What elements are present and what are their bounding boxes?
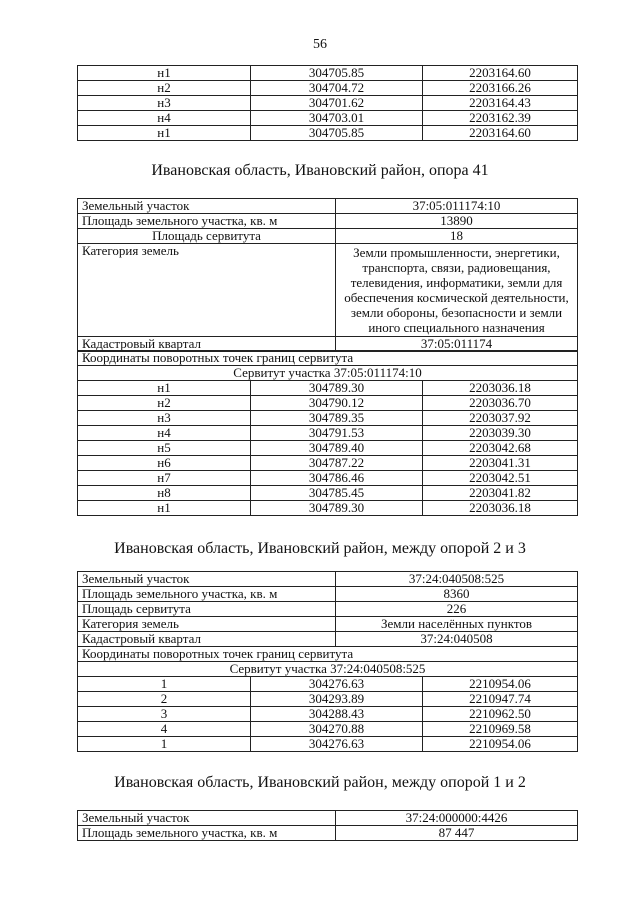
label: Категория земель bbox=[78, 617, 336, 632]
table-row bbox=[78, 501, 578, 516]
label: Площадь сервитута bbox=[78, 602, 336, 617]
y-coordinate: 2210954.06 bbox=[423, 737, 578, 752]
section-title-support-41: Ивановская область, Ивановский район, опора 41 bbox=[151, 162, 489, 179]
table-row bbox=[78, 426, 578, 441]
row-plot-area bbox=[78, 214, 578, 229]
table-row bbox=[78, 441, 578, 456]
x-coordinate: 304701.62 bbox=[251, 96, 423, 111]
table-row bbox=[78, 81, 578, 96]
table-row bbox=[78, 677, 578, 692]
coordinates-table-2 bbox=[77, 646, 578, 752]
coords-header: Координаты поворотных точек границ сервитута bbox=[78, 351, 578, 366]
y-coordinate: 2203037.92 bbox=[423, 411, 578, 426]
x-coordinate: 304789.30 bbox=[251, 501, 423, 516]
label: Категория земель bbox=[78, 244, 336, 337]
x-coordinate: 304704.72 bbox=[251, 81, 423, 96]
table-row bbox=[78, 722, 578, 737]
label: Земельный участок bbox=[78, 811, 336, 826]
label: Земельный участок bbox=[78, 199, 336, 214]
y-coordinate: 2210954.06 bbox=[423, 677, 578, 692]
point-name: 4 bbox=[78, 722, 251, 737]
x-coordinate: 304787.22 bbox=[251, 456, 423, 471]
y-coordinate: 2203036.70 bbox=[423, 396, 578, 411]
table-row bbox=[78, 692, 578, 707]
point-name: н4 bbox=[78, 426, 251, 441]
table-row bbox=[78, 471, 578, 486]
table-row bbox=[78, 66, 578, 81]
x-coordinate: 304276.63 bbox=[251, 677, 423, 692]
x-coordinate: 304790.12 bbox=[251, 396, 423, 411]
x-coordinate: 304785.45 bbox=[251, 486, 423, 501]
x-coordinate: 304789.35 bbox=[251, 411, 423, 426]
y-coordinate: 2203164.60 bbox=[423, 66, 578, 81]
point-name: н1 bbox=[78, 66, 251, 81]
x-coordinate: 304786.46 bbox=[251, 471, 423, 486]
x-coordinate: 304270.88 bbox=[251, 722, 423, 737]
coordinates-table-1 bbox=[77, 350, 578, 516]
table-row bbox=[78, 486, 578, 501]
x-coordinate: 304703.01 bbox=[251, 111, 423, 126]
x-coordinate: 304705.85 bbox=[251, 126, 423, 141]
point-name: н1 bbox=[78, 126, 251, 141]
row-servitude-area bbox=[78, 229, 578, 244]
x-coordinate: 304789.40 bbox=[251, 441, 423, 456]
x-coordinate: 304276.63 bbox=[251, 737, 423, 752]
row-land-category bbox=[78, 617, 578, 632]
land-plot-info-table-2 bbox=[77, 571, 578, 647]
y-coordinate: 2203166.26 bbox=[423, 81, 578, 96]
land-plot-info-table-3 bbox=[77, 810, 578, 841]
y-coordinate: 2210947.74 bbox=[423, 692, 578, 707]
value: 37:05:011174 bbox=[336, 337, 578, 352]
row-plot-area bbox=[78, 826, 578, 841]
value: Земли населённых пунктов bbox=[336, 617, 578, 632]
point-name: н8 bbox=[78, 486, 251, 501]
y-coordinate: 2203042.68 bbox=[423, 441, 578, 456]
y-coordinate: 2210969.58 bbox=[423, 722, 578, 737]
coords-header: Координаты поворотных точек границ сервитута bbox=[78, 647, 578, 662]
y-coordinate: 2210962.50 bbox=[423, 707, 578, 722]
row-servitude-area bbox=[78, 602, 578, 617]
x-coordinate: 304789.30 bbox=[251, 381, 423, 396]
x-coordinate: 304293.89 bbox=[251, 692, 423, 707]
y-coordinate: 2203036.18 bbox=[423, 501, 578, 516]
y-coordinate: 2203036.18 bbox=[423, 381, 578, 396]
value: 13890 bbox=[336, 214, 578, 229]
label: Площадь земельного участка, кв. м bbox=[78, 826, 336, 841]
y-coordinate: 2203039.30 bbox=[423, 426, 578, 441]
table-row bbox=[78, 456, 578, 471]
point-name: н6 bbox=[78, 456, 251, 471]
value: 37:24:000000:4426 bbox=[336, 811, 578, 826]
value: Земли промышленности, энергетики, транспорта, связи, радиовещания, телевидения, информатики, земли для обеспечения космической деятельности, земли обороны, безопасности и земли иного специального назначения bbox=[336, 244, 578, 337]
y-coordinate: 2203041.82 bbox=[423, 486, 578, 501]
label: Кадастровый квартал bbox=[78, 337, 336, 352]
value: 37:24:040508:525 bbox=[336, 572, 578, 587]
point-name: н7 bbox=[78, 471, 251, 486]
label: Земельный участок bbox=[78, 572, 336, 587]
value: 37:05:011174:10 bbox=[336, 199, 578, 214]
row-land-category bbox=[78, 244, 578, 337]
section-title-between-1-2: Ивановская область, Ивановский район, между опорой 1 и 2 bbox=[114, 774, 526, 791]
point-name: н4 bbox=[78, 111, 251, 126]
point-name: 2 bbox=[78, 692, 251, 707]
y-coordinate: 2203041.31 bbox=[423, 456, 578, 471]
x-coordinate: 304705.85 bbox=[251, 66, 423, 81]
table-row bbox=[78, 396, 578, 411]
point-name: н2 bbox=[78, 396, 251, 411]
table-row bbox=[78, 411, 578, 426]
table-row bbox=[78, 381, 578, 396]
value: 87 447 bbox=[336, 826, 578, 841]
table-row bbox=[78, 96, 578, 111]
y-coordinate: 2203164.43 bbox=[423, 96, 578, 111]
row-land-plot bbox=[78, 572, 578, 587]
table-row bbox=[78, 737, 578, 752]
land-plot-info-table-1 bbox=[77, 198, 578, 352]
coordinates-table-continued bbox=[77, 65, 578, 141]
point-name: н1 bbox=[78, 501, 251, 516]
point-name: н5 bbox=[78, 441, 251, 456]
point-name: 3 bbox=[78, 707, 251, 722]
point-name: 1 bbox=[78, 737, 251, 752]
value: 226 bbox=[336, 602, 578, 617]
point-name: н2 bbox=[78, 81, 251, 96]
label: Площадь земельного участка, кв. м bbox=[78, 214, 336, 229]
value: 18 bbox=[336, 229, 578, 244]
point-name: н3 bbox=[78, 96, 251, 111]
point-name: н3 bbox=[78, 411, 251, 426]
table-row bbox=[78, 707, 578, 722]
row-plot-area bbox=[78, 587, 578, 602]
label: Площадь сервитута bbox=[78, 229, 336, 244]
servitude-header: Сервитут участка 37:24:040508:525 bbox=[78, 662, 578, 677]
row-land-plot bbox=[78, 199, 578, 214]
y-coordinate: 2203042.51 bbox=[423, 471, 578, 486]
label: Кадастровый квартал bbox=[78, 632, 336, 647]
row-land-plot bbox=[78, 811, 578, 826]
y-coordinate: 2203162.39 bbox=[423, 111, 578, 126]
label: Площадь земельного участка, кв. м bbox=[78, 587, 336, 602]
page-number: 56 bbox=[313, 37, 327, 52]
point-name: н1 bbox=[78, 381, 251, 396]
row-cadastral-quarter bbox=[78, 632, 578, 647]
value: 8360 bbox=[336, 587, 578, 602]
table-row bbox=[78, 111, 578, 126]
section-title-between-2-3: Ивановская область, Ивановский район, между опорой 2 и 3 bbox=[114, 540, 526, 557]
point-name: 1 bbox=[78, 677, 251, 692]
y-coordinate: 2203164.60 bbox=[423, 126, 578, 141]
value: 37:24:040508 bbox=[336, 632, 578, 647]
x-coordinate: 304288.43 bbox=[251, 707, 423, 722]
servitude-header: Сервитут участка 37:05:011174:10 bbox=[78, 366, 578, 381]
table-row bbox=[78, 126, 578, 141]
x-coordinate: 304791.53 bbox=[251, 426, 423, 441]
